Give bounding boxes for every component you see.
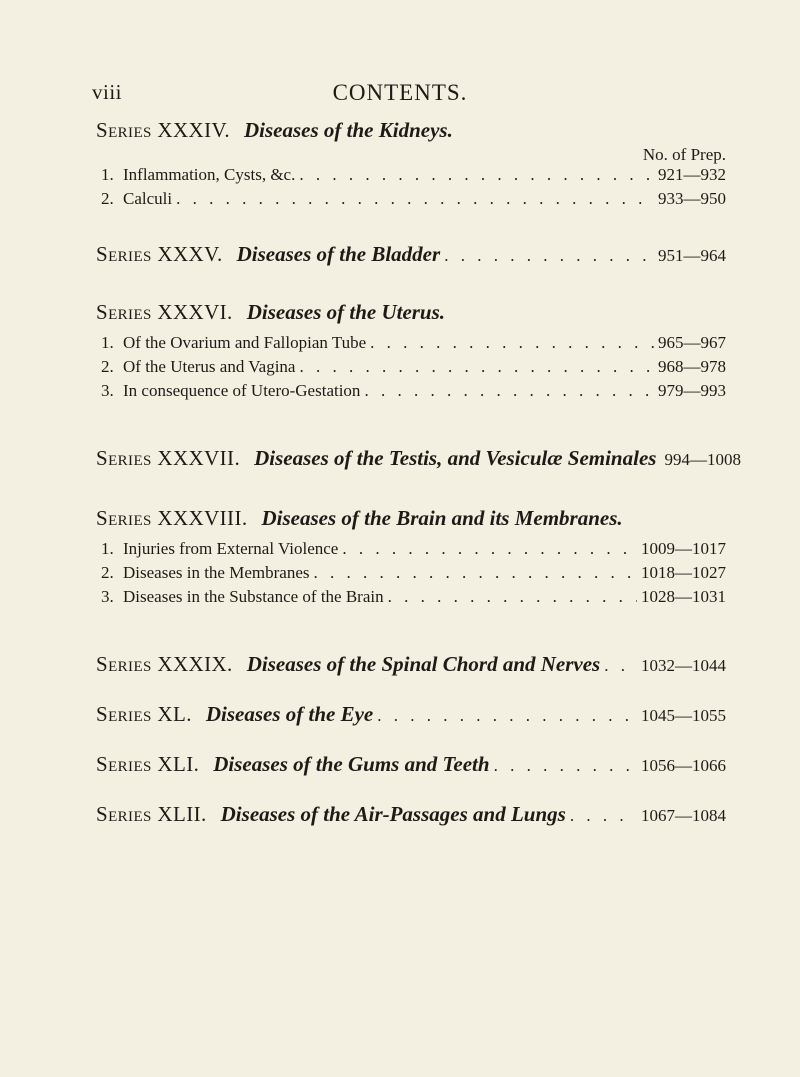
list-item: 2. Diseases in the Membranes . . . 1018—1027	[101, 563, 726, 587]
list-item: 3. In consequence of Utero-Gestation . . . 979—993	[101, 381, 726, 405]
series-title: Diseases of the Uterus.	[246, 300, 446, 324]
running-title: CONTENTS.	[332, 80, 468, 105]
prep-range: 1056—1066	[641, 756, 726, 775]
list-item: 2. Calculi . . . 933—950	[101, 189, 726, 213]
series-label: Series XLII.	[96, 802, 207, 826]
series-label: Series XXXVIII.	[96, 506, 248, 530]
series-title: Diseases of the Bladder	[236, 242, 441, 266]
series-label: Series XL.	[96, 702, 192, 726]
series-xxxvi	[96, 300, 726, 405]
series-title: Diseases of the Air-Passages and Lungs	[220, 802, 566, 826]
series-label: Series XXXIV.	[96, 118, 230, 142]
no-of-prep-heading: No. of Prep.	[642, 145, 726, 164]
prep-range: 1067—1084	[641, 806, 726, 825]
series-xl	[96, 702, 726, 727]
list-item: 1. Injuries from External Violence . . . 1009—1017	[101, 539, 726, 563]
series-title: Diseases of the Eye	[205, 702, 374, 726]
list-item: 2. Of the Uterus and Vagina . . . 968—978	[101, 357, 726, 381]
series-xxxvii	[96, 446, 741, 471]
prep-range: 994—1008	[664, 450, 741, 469]
series-title: Diseases of the Gums and Teeth	[213, 752, 490, 776]
series-xli	[96, 752, 726, 777]
prep-range: 951—964	[658, 246, 726, 265]
series-label: Series XXXV.	[96, 242, 223, 266]
page-number: viii	[92, 80, 123, 104]
list-item: 3. Diseases in the Substance of the Brain . . . 1028—1031	[101, 587, 726, 611]
series-xxxix	[96, 652, 726, 677]
series-title: Diseases of the Spinal Chord and Nerves	[246, 652, 601, 676]
page-header	[0, 80, 800, 110]
series-title: Diseases of the Brain and its Membranes.	[261, 506, 623, 530]
series-title: Diseases of the Testis, and Vesiculæ Seminales	[254, 446, 657, 470]
list-item: 1. Inflammation, Cysts, &c. . . . 921—932	[101, 165, 726, 189]
series-label: Series XXXVI.	[96, 300, 233, 324]
series-label: Series XLI.	[96, 752, 200, 776]
series-xlii	[96, 802, 726, 827]
prep-range: 1045—1055	[641, 706, 726, 725]
series-title: Diseases of the Kidneys.	[244, 118, 453, 142]
series-xxxiv	[96, 118, 726, 213]
series-label: Series XXXVII.	[96, 446, 241, 470]
prep-range: 1032—1044	[641, 656, 726, 675]
series-xxxviii	[96, 506, 726, 611]
series-label: Series XXXIX.	[96, 652, 233, 676]
list-item: 1. Of the Ovarium and Fallopian Tube . . . 965—967	[101, 333, 726, 357]
series-xxxv	[96, 242, 726, 267]
